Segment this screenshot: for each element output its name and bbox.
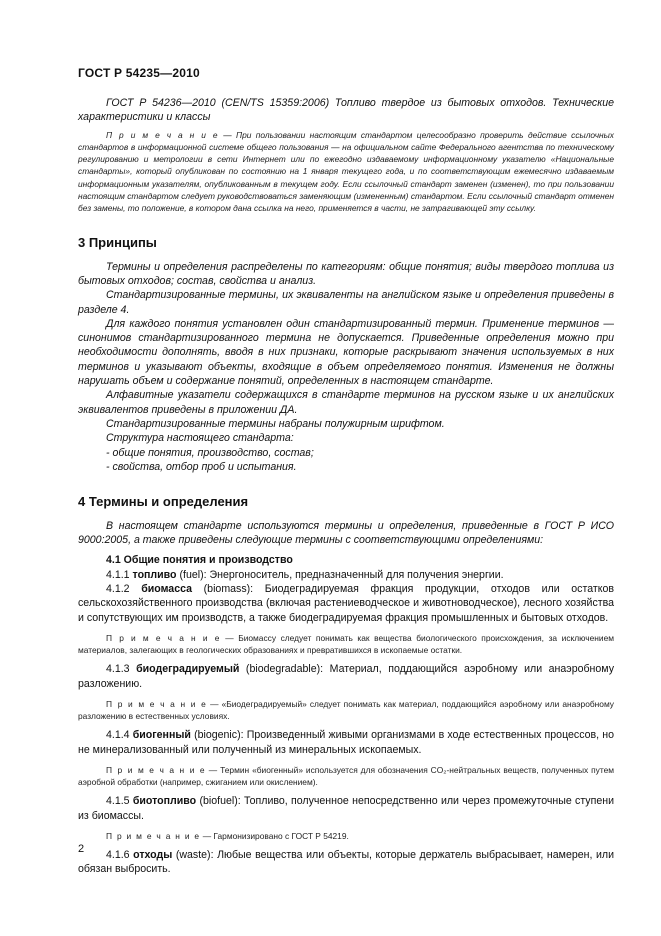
term-entry: 4.1.3 биодеградируемый (biodegradable): Материал, поддающийся аэробному или анаэробному разложению. xyxy=(78,663,614,690)
note-label: П р и м е ч а н и е xyxy=(106,129,219,140)
term-entry: 4.1.6 отходы (waste): Любые вещества или объекты, которые держатель выбрасывает, намерен, или обязан выбросить. xyxy=(78,849,615,876)
section-3-paragraph: Для каждого понятия установлен один стандартизированный термин. Применение терминов — синонимов стандартизированного термина не допускается. Приведенные определения можно при необходимости дополнять, вводя в них признаки, которые раскрывают значения используемых в них терминов и указывают объекты, входящие в объем определяемого понятия. Изменения не должны нарушать объем и содержание понятий, определенных в настоящем стандарте. xyxy=(78,317,614,388)
term-entry: 4.1.4 биогенный (biogenic): Произведенный живыми организмами в ходе естественных процессов, но не минерализованный или полученный из минеральных ископаемых. xyxy=(78,729,614,756)
page-content xyxy=(78,66,614,877)
section-3-paragraph: Термины и определения распределены по категориям: общие понятия; виды твердого топлива из бытовых отходов; состав, свойства и анализ. xyxy=(78,260,614,287)
section-4-heading: 4 Термины и определения xyxy=(78,494,249,510)
term-note: П р и м е ч а н и е — Биомассу следует понимать как вещества биологического происхождения, за исключением материалов, залегающих в геологических образованиях и превратившихся в ископаемые остатки. xyxy=(78,632,614,656)
term-entry: 4.1.5 биотопливо (biofuel): Топливо, полученное непосредственно или через промежуточные ступени из биомассы. xyxy=(78,795,615,822)
section-3-paragraph: Стандартизированные термины набраны полужирным шрифтом. xyxy=(106,417,445,430)
term-entry: 4.1.2 биомасса (biomass): Биодеградируемая фракция продукции, отходов или остатков сельскохозяйственного производства (включая растениеводческое и животноводческое), лесного хозяйства и сопутствующих им производств, а также биодеградируемая фракция промышленных и бытовых отходов. xyxy=(78,583,614,624)
term-name: биотопливо xyxy=(132,795,197,808)
section-3-paragraph: Алфавитные указатели содержащихся в стандарте терминов на русском языке и их английских эквивалентов приведены в приложении ДА. xyxy=(78,389,614,416)
running-header: ГОСТ Р 54235—2010 xyxy=(78,66,200,80)
section-3-heading: 3 Принципы xyxy=(78,234,157,250)
subsection-4-1-heading: 4.1 Общие понятия и производство xyxy=(106,553,293,566)
term-name: топливо xyxy=(132,568,177,581)
term-entry: 4.1.1 топливо (fuel): Энергоноситель, предназначенный для получения энергии. xyxy=(106,568,504,581)
page-number: 2 xyxy=(78,843,85,855)
reference-note xyxy=(78,129,614,215)
note-label: П р и м е ч а н и е xyxy=(106,698,208,709)
note-label: П р и м е ч а н и е xyxy=(106,632,221,643)
term-name: биомасса xyxy=(141,583,192,596)
reference-standard: ГОСТ Р 54236—2010 (CEN/TS 15359:2006) Топливо твердое из бытовых отходов. Технические характеристики и классы xyxy=(78,97,614,124)
section-3-paragraph: Стандартизированные термины, их эквиваленты на английском языке и определения приведены в разделе 4. xyxy=(78,289,614,316)
note-label: П р и м е ч а н и е xyxy=(106,764,206,775)
list-item: - общие понятия, производство, состав; xyxy=(106,446,314,459)
term-name: биогенный xyxy=(132,729,191,742)
term-name: отходы xyxy=(133,849,173,862)
term-name: биодеградируемый xyxy=(136,663,240,676)
section-4-intro: В настоящем стандарте используются термины и определения, приведенные в ГОСТ Р ИСО 9000:2005, а также приведены следующие термины с соответствующими определениями: xyxy=(78,520,614,547)
list-item: - свойства, отбор проб и испытания. xyxy=(106,460,297,473)
section-3-paragraph: Структура настоящего стандарта: xyxy=(106,432,294,445)
note-text: — При пользовании настоящим стандартом целесообразно проверить действие ссылочных стандартов в информационной системе общего пользования — на официальном сайте Федерального агентства по техническому регулированию и метрологии в сети Интернет или по ежегодно издаваемому информационному указателю «Национальные стандарты», который опубликован по состоянию на 1 января текущего года, и по соответствующим ежемесячно издаваемым информационным указателям, опубликованным в текущем году. Если ссылочный стандарт заменен (изменен), то при пользовании настоящим стандартом следует руководствоваться заменяющим (измененным) стандартом. Если ссылочный стандарт отменен без замены, то положение, в котором дана ссылка на него, применяется в части, не затрагивающей эту ссылку. xyxy=(78,129,614,214)
term-note: П р и м е ч а н и е — Термин «биогенный» используется для обозначения CO₂-нейтральных веществ, полученных путем аэробной обработки (например, сжиганием или окислением). xyxy=(78,764,614,788)
term-note: П р и м е ч а н и е — «Биодеградируемый» следует понимать как материал, поддающийся аэробному или анаэробному разложению в естественных условиях. xyxy=(78,698,614,722)
term-note: П р и м е ч а н и е — Гармонизировано с ГОСТ Р 54219. xyxy=(106,830,349,841)
note-label: П р и м е ч а н и е xyxy=(106,830,201,841)
